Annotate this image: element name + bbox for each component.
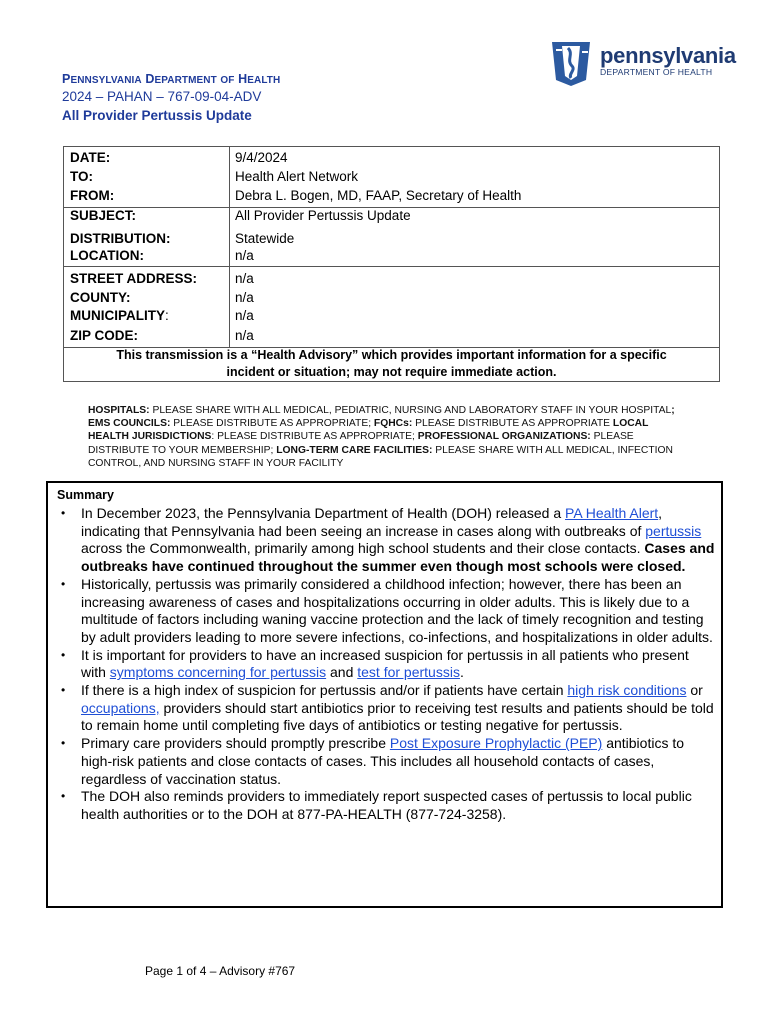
distribution-instructions: HOSPITALS: PLEASE SHARE WITH ALL MEDICAL, PEDIATRIC, NURSING AND LABORATORY STAFF IN YOUR HOSPITAL; EMS COUNCILS: PLEASE DISTRIBUTE AS APPROPRIATE; FQHCs: PLEASE DISTRIBUTE AS APPROPRIATE LOCAL HEALTH JURISDICTIONS: PLEASE DISTRIBUTE AS APPROPRIATE; PROFESSIONAL ORGANIZATIONS: PLEASE DISTRIBUTE TO YOUR MEMBERSHIP; LONG-TERM CARE FACILITIES: PLEASE SHARE WITH ALL MEDICAL, INFECTION CONTROL, AND NURSING STAFF IN YOUR FACILITY (88, 405, 675, 469)
logo-department: DEPARTMENT OF HEALTH (600, 67, 713, 77)
bullet-icon: • (61, 789, 66, 804)
advisory-info-table (63, 146, 720, 382)
bullet-icon: • (61, 736, 66, 751)
distribution-label: DISTRIBUTION: (70, 231, 171, 246)
date-label: DATE: (70, 150, 111, 165)
municipality-label: MUNICIPALITY: (70, 308, 169, 323)
location-label: LOCATION: (70, 248, 144, 263)
list-item: • Historically, pertussis was primarily considered a childhood infection; however, there has been an increasing awareness of cases and hospitalizations occurring in older adults. This is likely due to a multitude of factors including waning vaccine protection and the lack of timely recognition and testing by adult providers leading to more severe infections, co-infections, and hospitalizations in older adults. (61, 575, 713, 645)
table-divider (64, 266, 719, 267)
transmission-notice: This transmission is a “Health Advisory” which provides important information for a specific incident or situation; may not require immediate action. (116, 348, 667, 379)
occupations-link[interactable]: occupations, (81, 699, 160, 716)
list-item: • It is important for providers to have an increased suspicion for pertussis in all patients who present with symptoms concerning for pertussis and test for pertussis. (61, 646, 689, 681)
zip-label: ZIP CODE: (70, 328, 139, 343)
symptoms-link[interactable]: symptoms concerning for pertussis (109, 664, 327, 681)
summary-box (46, 481, 723, 908)
county-label: COUNTY: (70, 290, 131, 305)
distribution-value: Statewide (235, 231, 295, 246)
county-value: n/a (235, 290, 254, 305)
table-column-divider (229, 147, 230, 347)
list-item: • In December 2023, the Pennsylvania Department of Health (DOH) released a PA Health Alert, indicating that Pennsylvania had been seeing an increase in cases along with outbreaks of pertussis across the Commonwealth, primarily among high school students and their close contacts. Cases and outbreaks have continued throughout the summer even though most schools were closed. (61, 505, 715, 575)
bullet-icon: • (61, 683, 66, 698)
summary-title: Summary (57, 488, 114, 502)
street-value: n/a (235, 271, 254, 286)
department-heading: PENNSYLVANIA DEPARTMENT OF HEALTH (62, 72, 281, 86)
test-for-pertussis-link[interactable]: test for pertussis (357, 664, 460, 681)
high-risk-conditions-link[interactable]: high risk conditions (567, 682, 687, 699)
municipality-value: n/a (235, 308, 254, 323)
pa-health-alert-link[interactable]: PA Health Alert (565, 505, 659, 521)
date-value: 9/4/2024 (235, 150, 288, 165)
from-label: FROM: (70, 188, 115, 203)
pa-health-logo (548, 40, 736, 88)
to-label: TO: (70, 169, 93, 184)
list-item: • Primary care providers should promptly prescribe Post Exposure Prophylactic (PEP) antibiotics to high-risk patients and close contacts of cases. This includes all household contacts of cases, regardless of vaccination status. (61, 735, 685, 787)
from-value: Debra L. Bogen, MD, FAAP, Secretary of Health (235, 188, 522, 203)
list-item: • If there is a high index of suspicion for pertussis and/or if patients have certain high risk conditions or occupations, providers should start antibiotics prior to receiving test results and patients should be told to remain home until completing five days of antibiotics or testing negative for pertussis. (61, 682, 714, 734)
keystone-logo-icon (548, 40, 594, 86)
zip-value: n/a (235, 328, 254, 343)
advisory-number: 2024 – PAHAN – 767-09-04-ADV (62, 89, 262, 104)
subject-label: SUBJECT: (70, 208, 137, 223)
bullet-icon: • (61, 576, 66, 591)
location-value: n/a (235, 248, 254, 263)
subject-value: All Provider Pertussis Update (235, 208, 411, 223)
pertussis-link[interactable]: pertussis (645, 522, 702, 539)
page-footer: Page 1 of 4 – Advisory #767 (145, 964, 296, 978)
bullet-icon: • (61, 506, 66, 520)
street-label: STREET ADDRESS: (70, 271, 198, 286)
pep-link[interactable]: Post Exposure Prophylactic (PEP) (389, 735, 603, 752)
summary-list (57, 505, 717, 824)
document-title: All Provider Pertussis Update (62, 108, 252, 123)
bullet-icon: • (61, 647, 66, 662)
to-value: Health Alert Network (235, 169, 359, 184)
list-item: • The DOH also reminds providers to immediately report suspected cases of pertussis to local public health authorities or to the DOH at 877-PA-HEALTH (877-724-3258). (61, 788, 692, 822)
logo-wordmark: pennsylvania (600, 43, 736, 68)
